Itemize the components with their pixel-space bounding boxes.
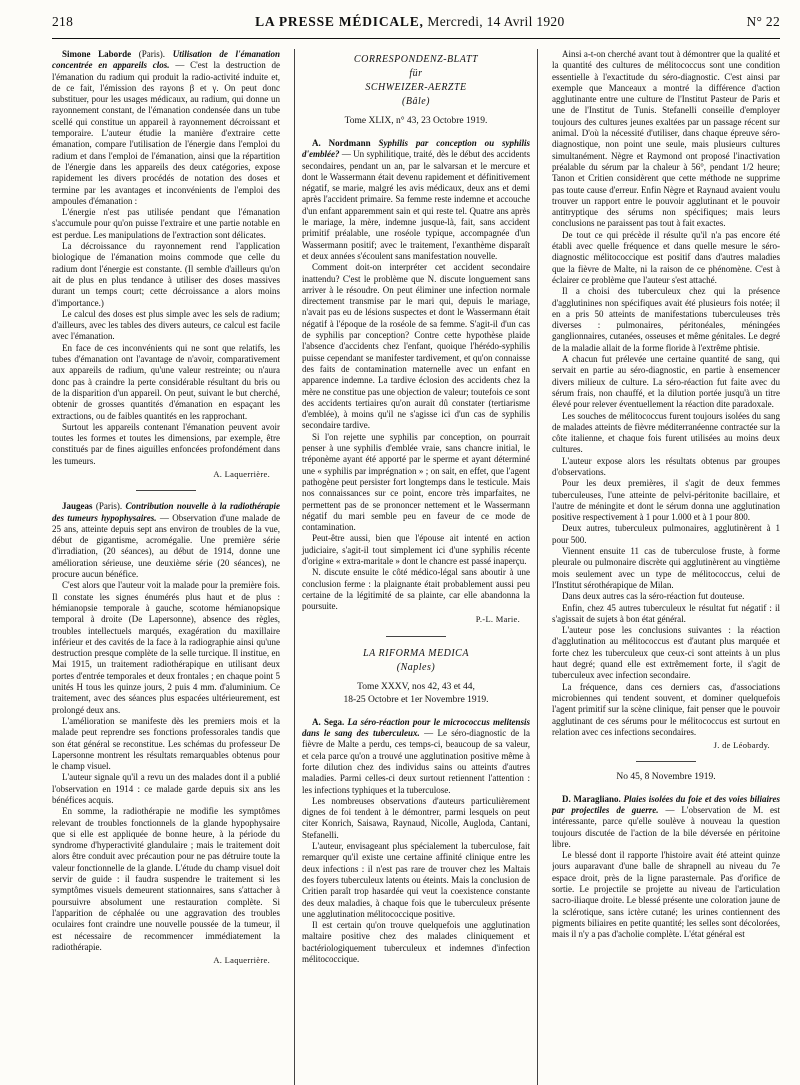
issue-number: N° 22 xyxy=(746,14,780,29)
signature: A. Laquerrière. xyxy=(213,955,270,966)
paragraph: Enfin, chez 45 autres tuberculeux le résultat fut négatif : il s'agissait de sujets à bon état général. xyxy=(552,602,780,624)
paragraph: L'auteur expose alors les résultats obtenus par groupes d'observations. xyxy=(552,455,780,477)
author-name: Simone Laborde xyxy=(62,49,132,59)
issue-date: Mercredi, 14 Avril 1920 xyxy=(427,14,565,29)
author-name: A. Sega. xyxy=(312,716,345,727)
paragraph: De tout ce qui précède il résulte qu'il n'a pas encore été établi avec quelle fréquence et dans quelle mesure le séro-diagnostic mélitococcique est positif dans d'autres maladies que la fièvre de Malte, ni la raison de ce phénomène. C'est à éclairer ce problème que l'auteur s'est attaché. xyxy=(552,229,780,285)
columns xyxy=(52,49,780,1085)
separator xyxy=(386,636,446,637)
journal-heading xyxy=(302,647,530,675)
paragraph: L'auteur pose les conclusions suivantes : la réaction d'agglutination au mélitococcus est d'autant plus marquée et forte chez les tuberculeux que ceux-ci sont atteints à un plus haut degré; quand elle est extrêmement forte, il s'agit de tuberculeux avec infection secondaire. xyxy=(552,625,780,681)
journal-title-for: für xyxy=(409,68,423,79)
column-left xyxy=(52,49,280,1085)
paragraph: Surtout les appareils contenant l'émanation peuvent avoir toutes les formes et toutes les dimensions, par exemple, être constitués par de fines aiguilles enfoncées profondément dans les tumeurs. xyxy=(52,421,280,466)
journal-name: LA PRESSE MÉDICALE, xyxy=(255,14,424,29)
paragraph: Le blessé dont il rapporte l'histoire avait été atteint quinze jours auparavant d'une balle de shrapnell au niveau du 7e espace droit, près de la ligne parasternale. Pas d'orifice de sortie. Le projectile se projette au niveau de l'articulation sacro-iliaque droite. Le blessé présente une coloration jaune de la sclérotique, sans ictère cutané; les urines contiennent des pigments biliaires en petite quantité; les selles sont décolorées, mais il n'y a pas d'acholie complète. L'état général est xyxy=(552,850,780,940)
paragraph: Si l'on rejette une syphilis par conception, on pourrait penser à une syphilis d'emblée vraie, sans chancre initial, le tréponème ayant été apporté par le sperme et ayant déterminé une « syphilis par imprégnation » ; on sait, en effet, que l'agent pathogène peut persister fort longtemps dans le testicule. Mais nos connaissances sur ce point, encore très imparfaites, ne permettent pas de se prononcer nettement et le Wassermann négatif du mari semble peu en faveur de ce mode de contamination. xyxy=(302,431,530,533)
abstract-nordmann xyxy=(302,138,530,262)
abstract-title: Contribution nouvelle à la radiothérapie des tumeurs hypophysaires. xyxy=(52,501,280,523)
paragraph: L'amélioration se manifeste dès les premiers mois et la malade peut reprendre ses fonctions professorales tandis que son état général se reconstitue. Les schémas du professeur De Lapersonne montrent les résultats remarquables obtenus pour le champ visuel. xyxy=(52,715,280,772)
paragraph: Les nombreuses observations d'auteurs particulièrement dignes de foi tendent à le démontrer, parmi lesquels on peut citer Konrich, Saisawa, Raynaud, Nicolle, Augloda, Cantani, Stefanelli. xyxy=(302,795,530,840)
paragraph: — Observation d'une malade de 25 ans, atteinte depuis sept ans environ de troubles de la vue, début de gigantisme, acromégalie. Une première série d'irradiation, (20 séances), au début de 1914, donne une amélioration sérieuse, une deuxième série (20 séances), ne procure aucun bénéfice. xyxy=(52,512,280,580)
journal-issue-line: 18-25 Octobre et 1er Novembre 1919. xyxy=(343,694,489,705)
paragraph: N. discute ensuite le côté médico-légal sans aboutir à une conclusion ferme : la plaignante était probablement aussi peu certaine de la légitimité de sa plainte, car elle abandonna la poursuite. xyxy=(302,567,530,612)
signature: J. de Léobardy. xyxy=(713,740,770,751)
journal-issue: Tome XLIX, n° 43, 23 Octobre 1919. xyxy=(344,116,488,126)
abstract-laborde xyxy=(52,49,280,207)
paragraph: La décroissance du rayonnement rend l'application biologique de l'émanation moins commode que celle du radium dont l'énergie est constante. (Il semble d'ailleurs qu'on ait de plus en plus tendance à utiliser des doses massives durant un temps court; cette décroissance a alors moins d'importance.) xyxy=(52,241,280,308)
author-name: D. Maragliano. xyxy=(562,793,621,804)
abstract-maragliano xyxy=(552,794,780,850)
abstract-title: Plaies isolées du foie et des voies biliaires par projectiles de guerre. xyxy=(552,793,780,815)
paragraph: L'auteur signale qu'il a revu un des malades dont il a publié l'observation en 1914 : ce malade garde depuis six ans les bénéfices acquis. xyxy=(52,772,280,805)
paragraph: La fréquence, dans ces derniers cas, d'associations microbiennes qui tendent souvent, et dominer quelquefois l'agent primitif sur la scène clinique, fait penser que le pouvoir agglutinant de ces sérums pour le mélitococcus est surtout en relation avec ces infections secondaires. xyxy=(552,681,780,737)
paragraph: Comment doit-on interpréter cet accident secondaire inattendu? C'est le problème que N. discute longuement sans arriver à le résoudre. On peut éliminer une infection normale directement transmise par le mari qui, depuis le mariage, n'avait pas eu de lésions suspectes et dont le Wassermann était négatif à l'époque de la roséole de sa femme. S'agit-il d'un cas de syphilis par conception? Contre cette hypothèse plaide l'absence d'accidents chez l'enfant, quoique l'hérédo-syphilis puisse cependant se manifester tardivement, et qu'on connaisse des faits de contamination maternelle avec un enfant en apparence indemne. La tardive éclosion des accidents chez la mère ne constitue pas une objection de valeur; toutefois ce sont des accidents tertiaires qu'on aurait dû constater (tertiarisme d'emblée), à moins qu'il ne s'agisse ici d'un cas de syphilis secondaire tardive. xyxy=(302,262,530,431)
signature: P.-L. Marie. xyxy=(475,614,520,625)
paragraph: Il est certain qu'on trouve quelquefois une agglutination maltaire positive chez des malades cliniquement et bactériologiquement tuberculeux et indemnes d'infection mélitococcique. xyxy=(302,920,530,964)
paragraph: Les souches de mélitococcus furent toujours isolées du sang de malades atteints de fièvre méditerranéenne contractée sur la côte italienne, et chaque fois furent utilisées au moins deux cultures. xyxy=(552,410,780,455)
paragraph: — Le séro-diagnostic de la fièvre de Malte a perdu, ces temps-ci, beaucoup de sa valeur, et cela parce qu'on a trouvé une agglutination positive même à forte dilution chez des individus sains ou atteints d'autres maladies. Parmi celles-ci deux surtout retiennent l'attention : les infections typhiques et la tuberculose. xyxy=(302,728,530,795)
paragraph: — Un syphilitique, traité, dès le début des accidents secondaires, pendant un an, par le salvarsan et le mercure et dont le Wassermann était devenu rapidement et définitivement négatif, se marie, malgré les avis médicaux, deux ans et demi après l'accident primaire. Sa femme reste indemne et accouche d'un enfant apparemment sain et qui reste tel. Quatre ans après le mariage, la mère, indemne jusque-là, fait, sans accident primitif préalable, une roséole typique, accompagnée d'un Wassermann positif; avec le traitement, l'exanthème disparaît et deux années s'écoulent sans manifestation nouvelle. xyxy=(302,149,530,261)
paragraph: Deux autres, tuberculeux pulmonaires, agglutinèrent à 1 pour 500. xyxy=(552,523,780,545)
author-name: Jaugeas xyxy=(62,501,93,512)
paragraph: — L'observation de M. est intéressante, parce qu'elle soulève à nouveau la question toujours discutée de l'action de la bile déversée en péritoine libre. xyxy=(552,805,780,849)
abstract-title: Syphilis par conception ou syphilis d'emblée? xyxy=(302,138,530,160)
paragraph: L'auteur, envisageant plus spécialement la tuberculose, fait remarquer qu'il existe une certaine affinité clinique entre les deux infections : il n'est pas rare de trouver chez les Maltais des foyers tuberculeux latents ou éteints. Mais la conclusion de Critien paraît trop hasardée qui veut la coexistence constante des deux maladies, à chaque fois que le tuberculeux présente une agglutination mélitococcique positive. xyxy=(302,841,530,919)
journal-issue xyxy=(302,681,530,707)
author-city: (Paris). xyxy=(92,501,126,512)
journal-heading xyxy=(302,53,530,109)
abstract-sega xyxy=(302,717,530,796)
paragraph: Le calcul des doses est plus simple avec les sels de radium; d'ailleurs, avec les tables des divers auteurs, ce calcul est facile avec l'émanation. xyxy=(52,308,280,342)
paragraph: Dans deux autres cas la séro-réaction fut douteuse. xyxy=(562,591,745,602)
journal-title: LA RIFORMA MEDICA xyxy=(363,647,469,659)
author-city: (Paris). xyxy=(131,49,173,59)
abstract-jaugeas xyxy=(52,501,280,580)
journal-issue: No 45, 8 Novembre 1919. xyxy=(616,772,716,783)
signature: A. Laquerrière. xyxy=(213,468,270,479)
journal-city: (Naples) xyxy=(396,661,436,673)
abstract-title: Utilisation de l'émanation concentrée en appareils clos. xyxy=(52,49,280,71)
author-name: A. Nordmann xyxy=(312,138,371,148)
paragraph: Pour les deux premières, il s'agit de deux femmes tuberculeuses, l'une atteinte de pelvi-péritonite bacillaire, et l'autre de méningite et dont le sérum donna une agglutination positive respectivement à 1 pour 1.000 et à 1 pour 800. xyxy=(552,478,780,523)
paragraph: A chacun fut prélevée une certaine quantité de sang, qui servait en partie au séro-diagnostic, en partie à ensemencer divers milieux de culture. La séro-réaction fut faite avec du sérum frais, non chauffé, et la dilution portée jusqu'à un titre élevé pour relever éventuellement la réaction dite paradoxale. xyxy=(552,354,780,410)
paragraph: C'est alors que l'auteur voit la malade pour la première fois. Il constate les signes énumérés plus haut et de plus : hémianopsie temporale à gauche, scotome hémianopsique temporal à droite (De Lapersonne), absence des règles, troubles intellectuels marqués, exagération du maxillaire inférieur et des cavités de la face à la radiographie ainsi qu'une destruction presque complète de la selle turcique. Il institue, en Mai 1915, un traitement radiothérapique en utilisant deux portes d'entrée temporales et deux frontales ; en chaque point 5 unités H tous les quinze jours, 2 puis 4 mm. d'aluminium. Ce traitement, avec des séances plus espacées ultérieurement, est prolongé deux ans. xyxy=(52,580,280,715)
separator xyxy=(636,761,696,762)
paragraph: — C'est la destruction de l'émanation du radium qui produit la radio-activité induite et, de ce fait, l'émission des rayons β et γ. On peut donc substituer, pour les usages médicaux, au radium, qui donne un rayonnement constant, de l'émanation condensée dans un tube scellé qui constitue un appareil à rayonnement décroissant et temporaire. L'auteur étudie la manière d'extraire cette émanation, compare l'utilisation de l'énergie dans l'emploi du radium et dans l'emploi de l'émanation, ainsi que la répartition de l'énergie dans les appareils des deux catégories, expose rapidement les divers procédés de notation des doses et termine par les avantages et inconvénients de l'emploi des ampoules d'émanation : xyxy=(52,60,280,206)
paragraph: En somme, la radiothérapie ne modifie les symptômes relevant de troubles fonctionnels de la glande hypophysaire que si elle est appliquée de bonne heure, à la période du syndrome d'hyperactivité glandulaire ; mais le traitement doit alors être conduit avec précaution pour ne pas détruire toute la valeur fonctionnelle de la glande. L'étude du champ visuel doit servir de guide : il faudra suspendre le traitement si les symptômes visuels demeurent stationnaires, sans s'attacher à poursuivre absolument une restauration complète. Si l'apparition de céphalée ou une aggravation des troubles oculaires font craindre une nouvelle poussée de la tumeur, il est nécessaire de recommencer immédiatement la radiothérapie. xyxy=(52,806,280,952)
column-middle xyxy=(294,49,538,1085)
separator xyxy=(136,490,196,491)
column-right xyxy=(552,49,780,1085)
paragraph: Viennent ensuite 11 cas de tuberculose fruste, à forme pleurale ou pulmonaire discrète qui agglutinèrent au vingtième mois seulement avec un type de mélitococcus, celui de l'Institut sérothérapique de Milan. xyxy=(552,546,780,590)
paragraph: Peut-être aussi, bien que l'épouse ait intenté en action judiciaire, s'agit-il tout simplement ici d'une syphilis récente d'origine « extra-maritale » dont le chancre est passé inaperçu. xyxy=(302,533,530,566)
paragraph: Ainsi a-t-on cherché avant tout à démontrer que la qualité et la quantité des cultures de mélitococcus sont une condition essentielle à l'exactitude du séro-diagnostic. C'est ainsi par exemple que Manceaux a montré la différence d'action agglutinante entre une culture de l'Institut Pasteur de Paris et une de l'Institut de Tunis. Stefanelli conseille d'employer toujours des cultures jeunes exaltées par un passage récent sur animal. D'où la nécessité d'utiliser, dans chaque épreuve séro-diagnostique, non point une seule, mais plusieurs cultures simultanément. Nègre et Raymond ont proposé l'inactivation préalable du sérum par la chaleur à 56°, pendant 1/2 heure; Tanon et Critien considèrent que cette méthode ne supprime pas toute cause d'erreur. Enfin Nègre et Raynaud avaient voulu trouver un rapport entre le pouvoir agglutinant et le pouvoir antitryptique des sérums non spécifiques; mais leurs conclusions ne paraissent pas tout à fait exactes. xyxy=(552,49,780,229)
journal-city: (Bâle) xyxy=(402,96,430,107)
journal-issue-line: Tome XXXV, nos 42, 43 et 44, xyxy=(357,681,475,692)
page-number: 218 xyxy=(52,14,74,29)
abstract-title: La séro-réaction pour le micrococcus melitensis dans le sang des tuberculeux. xyxy=(302,716,530,739)
paragraph: Il a choisi des tuberculeux chez qui la présence d'agglutinines non spécifiques avait été plusieurs fois notée; il en a pris 50 atteints de manifestations tuberculeuses très diverses : pulmonaires, péritonéales, méningées ganglionnaires, cutanées, osseuses et même génitales. Le degré de la maladie allait de la forme floride à l'extrême phtisie. xyxy=(552,286,780,353)
running-title xyxy=(73,14,746,30)
journal-title-name: SCHWEIZER-AERZTE xyxy=(365,82,467,93)
journal-title: CORRESPONDENZ-BLATT xyxy=(353,54,479,65)
paragraph: En face de ces inconvénients qui ne sont que relatifs, les tubes d'émanation ont l'avantage de n'avoir, comparativement aux appareils de radium, qu'une valeur restreinte; ou n'aura donc pas à craindre la perte considérable résultant du bris ou de la disparition d'un appareil. On peut, suivant le but cherché, obtenir de grosses quantités d'émanation en espaçant les extractions, ou de faibles quantités en les rapprochant. xyxy=(52,342,280,421)
page-header xyxy=(52,14,780,39)
paragraph: L'énergie n'est pas utilisée pendant que l'émanation s'accumule pour qu'on puisse l'extraire et une partie notable en est perdue. Les manipulations de l'extraction sont délicates. xyxy=(52,207,280,240)
